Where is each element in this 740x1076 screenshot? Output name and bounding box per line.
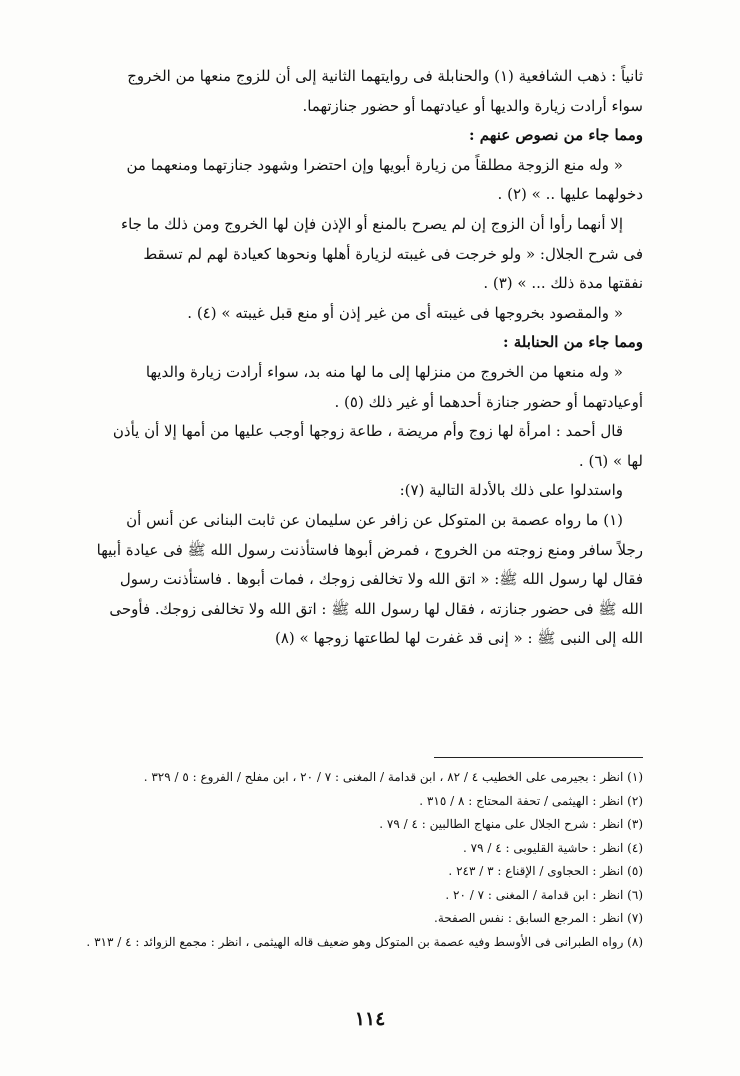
section-heading: ومما جاء من نصوص عنهم : xyxy=(469,126,643,145)
footnote-divider xyxy=(434,757,643,758)
footnote: (٦) انظر : ابن قدامة / المغنى : ٧ / ٢٠ . xyxy=(445,887,643,902)
section-heading: ومما جاء من الحنابلة : xyxy=(503,333,643,352)
footnote: (١) انظر : بجيرمى على الخطيب ٤ / ٨٢ ، ابن قدامة / المغنى : ٧ / ٢٠ ، ابن مفلح / الفروع : ٥ / ٣٢٩ . xyxy=(143,770,643,784)
text-line: أوعيادتهما أو حضور جنازة أحدهما أو غير ذلك (٥) . xyxy=(334,392,643,411)
footnotes xyxy=(86,766,643,954)
text-line: فى شرح الجلال: « ولو خرجت فى غيبته لزيارة أهلها ونحوها كعيادة لهم لم تسقط xyxy=(143,244,643,263)
text-line: سواء أرادت زيارة والديها أو عيادتهما أو حضور جنازتهما. xyxy=(302,96,643,115)
text-line: لها » (٦) . xyxy=(578,451,643,470)
text-line: الله إلى النبى ﷺ : « إنى قد غفرت لها لطاعتها زوجها » (٨) xyxy=(275,629,643,648)
footnote: (٢) انظر : الهيثمى / تحفة المحتاج : ٨ / ٣١٥ . xyxy=(419,793,643,808)
text-line: « والمقصود بخروجها فى غيبته أى من غير إذن أو منع قبل غيبته » (٤) . xyxy=(187,303,623,322)
text-line: (١) ما رواه عصمة بن المتوكل عن زافر عن سليمان عن ثابت البنانى عن أنس أن xyxy=(126,510,623,529)
text-line: نفقتها مدة ذلك ... » (٣) . xyxy=(483,274,643,293)
text-line: إلا أنهما رأوا أن الزوج إن لم يصرح بالمنع أو الإذن فإن لها الخروج ومن ذلك ما جاء xyxy=(121,214,623,233)
text-line: « وله منع الزوجة مطلقاً من زيارة أبويها وإن احتضرا وشهود جنازتهما ومنعهما من xyxy=(126,155,623,174)
text-line: واستدلوا على ذلك بالأدلة التالية (٧): xyxy=(399,481,623,500)
text-line: دخولهما عليها .. » (٢) . xyxy=(497,185,643,204)
text-line: ثانياً : ذهب الشافعية (١) والحنابلة فى روايتهما الثانية إلى أن للزوج منعها من الخروج xyxy=(127,67,643,85)
footnote: (٨) رواه الطبرانى فى الأوسط وفيه عصمة بن المتوكل وهو ضعيف قاله الهيثمى ، انظر : مجمع الزوائد : ٤ / ٣١٣ . xyxy=(86,934,643,949)
footnote: (٤) انظر : حاشية القليوبى : ٤ / ٧٩ . xyxy=(463,840,643,855)
text-line: « وله منعها من الخروج من منزلها إلى ما لها منه بد، سواء أرادت زيارة والديها xyxy=(145,362,623,381)
text-line: فقال لها رسول الله ﷺ: « اتق الله ولا تخالفى زوجك ، فمات أبوها . فاستأذنت رسول xyxy=(119,570,643,589)
footnote: (٧) انظر : المرجع السابق : نفس الصفحة. xyxy=(434,911,643,925)
footnote: (٥) انظر : الحجاوى / الإقناع : ٣ / ٢٤٣ . xyxy=(448,864,643,878)
page-number: ١١٤ xyxy=(354,1008,386,1030)
text-line: رجلاً سافر ومنع زوجته من الخروج ، فمرض أبوها فاستأذنت رسول الله ﷺ فى عيادة أبيها xyxy=(96,540,643,559)
footnote: (٣) انظر : شرح الجلال على منهاج الطالبين : ٤ / ٧٩ . xyxy=(379,817,643,831)
text-line: قال أحمد : امرأة لها زوج وأم مريضة ، طاعة زوجها أوجب عليها من أمها إلا أن يأذن xyxy=(112,422,623,441)
text-line: الله ﷺ فى حضور جنازته ، فقال لها رسول الله ﷺ : اتق الله ولا تخالفى زوجك. فأوحى xyxy=(109,599,643,618)
main-text xyxy=(94,62,643,654)
